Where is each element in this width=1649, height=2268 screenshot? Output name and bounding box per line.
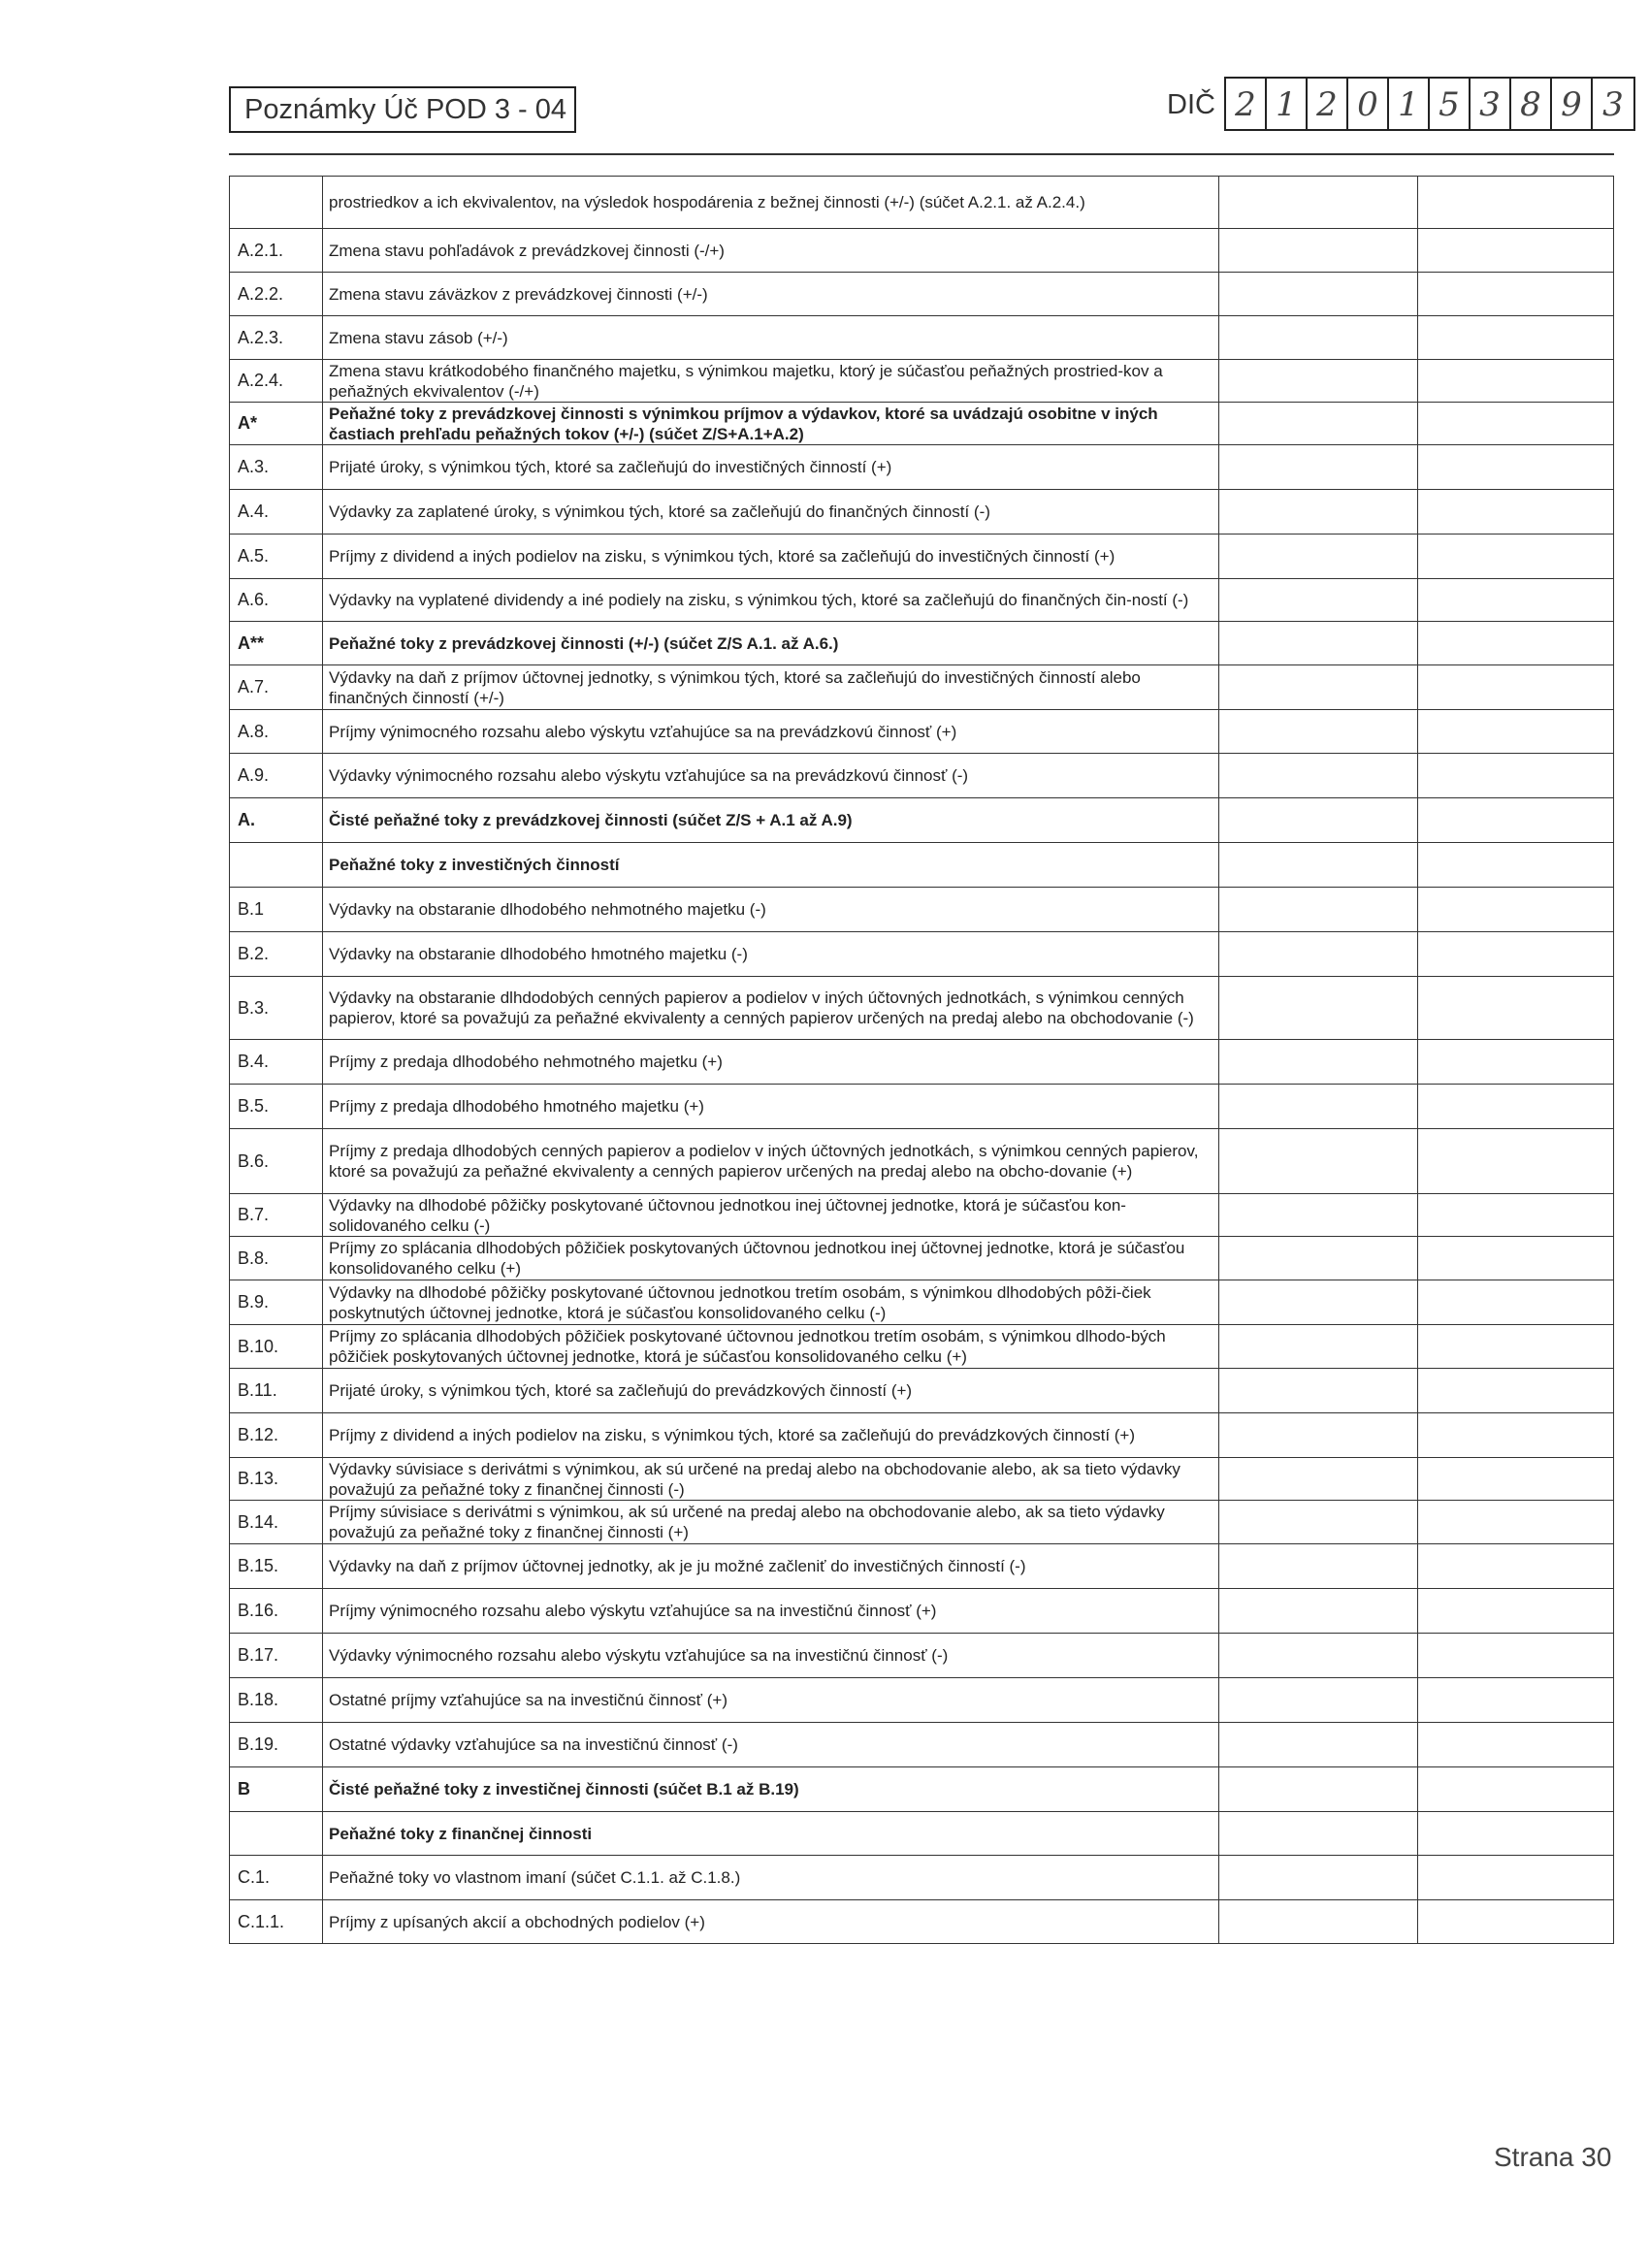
value-cell-current-period [1219,1129,1418,1194]
value-cell-current-period [1219,229,1418,273]
row-code: A.2.3. [230,316,323,360]
row-label: Príjmy zo splácania dlhodobých pôžičiek poskytované účtovnou jednotkou tretím osobám, s výnimkou dlhodo-bých pôžičiek poskytovaných účtovnej jednotke, ktorá je súčasťou konsolidovaného celku (+) [323,1325,1219,1369]
dic-digit-box: 3 [1471,79,1511,129]
value-cell-current-period [1219,977,1418,1040]
value-cell-previous-period [1418,754,1614,798]
value-cell-current-period [1219,490,1418,535]
row-label: Výdavky na vyplatené dividendy a iné podiely na zisku, s výnimkou tých, ktoré sa začleňujú do finančných čin-ností (-) [323,579,1219,622]
value-cell-previous-period [1418,229,1614,273]
table-row [230,710,1614,754]
value-cell-previous-period [1418,1040,1614,1085]
value-cell-previous-period [1418,1812,1614,1856]
table-row [230,932,1614,977]
row-label: Výdavky výnimocného rozsahu alebo výskytu vzťahujúce sa na prevádzkovú činnosť (-) [323,754,1219,798]
table-row [230,1085,1614,1129]
row-label: prostriedkov a ich ekvivalentov, na výsledok hospodárenia z bežnej činnosti (+/-) (súčet A.2.1. až A.2.4.) [323,177,1219,229]
value-cell-current-period [1219,754,1418,798]
value-cell-current-period [1219,1194,1418,1237]
row-code: C.1. [230,1856,323,1900]
value-cell-previous-period [1418,1900,1614,1944]
table-row [230,445,1614,490]
table-row [230,1040,1614,1085]
value-cell-current-period [1219,665,1418,710]
table-row [230,177,1614,229]
value-cell-previous-period [1418,1634,1614,1678]
table-row [230,1413,1614,1458]
row-label: Výdavky na dlhodobé pôžičky poskytované účtovnou jednotkou tretím osobám, s výnimkou dlhodobých pôži-čiek poskytnutých účtovnej jednotke, ktorá je súčasťou konsolidovaného celku (-) [323,1280,1219,1325]
value-cell-current-period [1219,622,1418,665]
value-cell-previous-period [1418,665,1614,710]
value-cell-previous-period [1418,1589,1614,1634]
value-cell-current-period [1219,1369,1418,1413]
row-label: Príjmy výnimocného rozsahu alebo výskytu vzťahujúce sa na investičnú činnosť (+) [323,1589,1219,1634]
row-code: B.6. [230,1129,323,1194]
table-row [230,1678,1614,1723]
dic-digit-box: 8 [1511,79,1552,129]
row-label: Výdavky za zaplatené úroky, s výnimkou tých, ktoré sa začleňujú do finančných činností (-) [323,490,1219,535]
dic-digit-boxes [1224,77,1635,131]
value-cell-current-period [1219,360,1418,403]
row-code [230,177,323,229]
row-code: A* [230,403,323,445]
row-label: Príjmy z upísaných akcií a obchodných podielov (+) [323,1900,1219,1944]
table-row [230,1194,1614,1237]
value-cell-current-period [1219,888,1418,932]
row-label: Zmena stavu zásob (+/-) [323,316,1219,360]
row-label: Príjmy zo splácania dlhodobých pôžičiek poskytovaných účtovnou jednotkou inej účtovnej jednotke, ktorá je súčasťou konsolidovaného celku (+) [323,1237,1219,1280]
value-cell-previous-period [1418,888,1614,932]
row-label: Príjmy z predaja dlhodobého hmotného majetku (+) [323,1085,1219,1129]
row-label: Výdavky výnimocného rozsahu alebo výskytu vzťahujúce sa na investičnú činnosť (-) [323,1634,1219,1678]
row-code: B.5. [230,1085,323,1129]
value-cell-previous-period [1418,1678,1614,1723]
value-cell-current-period [1219,1325,1418,1369]
row-code: A.2.2. [230,273,323,316]
row-label: Peňažné toky z finančnej činnosti [323,1812,1219,1856]
row-label: Zmena stavu záväzkov z prevádzkovej činnosti (+/-) [323,273,1219,316]
row-code: A** [230,622,323,665]
value-cell-previous-period [1418,273,1614,316]
row-label: Čisté peňažné toky z investičnej činnosti (súčet B.1 až B.19) [323,1767,1219,1812]
table-row [230,1634,1614,1678]
row-label: Zmena stavu pohľadávok z prevádzkovej činnosti (-/+) [323,229,1219,273]
value-cell-current-period [1219,843,1418,888]
value-cell-previous-period [1418,490,1614,535]
row-label: Prijaté úroky, s výnimkou tých, ktoré sa začleňujú do investičných činností (+) [323,445,1219,490]
row-code: A.3. [230,445,323,490]
value-cell-current-period [1219,1856,1418,1900]
dic-digit-box: 3 [1602,85,1624,124]
value-cell-previous-period [1418,977,1614,1040]
row-label: Ostatné príjmy vzťahujúce sa na investičnú činnosť (+) [323,1678,1219,1723]
table-row [230,1767,1614,1812]
row-label: Peňažné toky z prevádzkovej činnosti s výnimkou príjmov a výdavkov, ktoré sa uvádzajú osobitne v iných častiach prehľadu peňažných tokov (+/-) (súčet Z/S+A.1+A.2) [323,403,1219,445]
dic-label: DIČ [1167,89,1215,120]
row-code [230,843,323,888]
row-label: Prijaté úroky, s výnimkou tých, ktoré sa začleňujú do prevádzkových činností (+) [323,1369,1219,1413]
row-label: Výdavky na daň z príjmov účtovnej jednotky, ak je ju možné začleniť do investičných činností (-) [323,1544,1219,1589]
table-row [230,1369,1614,1413]
value-cell-previous-period [1418,1325,1614,1369]
value-cell-previous-period [1418,445,1614,490]
row-label: Výdavky na obstaranie dlhdodobých cenných papierov a podielov v iných účtovných jednotkách, s výnimkou cenných papierov, ktoré sa považujú za peňažné ekvivalenty a cenných papierov určených na predaj alebo na obchodovanie (-) [323,977,1219,1040]
value-cell-current-period [1219,932,1418,977]
value-cell-current-period [1219,1767,1418,1812]
row-code: B.13. [230,1458,323,1501]
table-row [230,490,1614,535]
page-number: Strana 30 [1494,2142,1612,2172]
value-cell-current-period [1219,1458,1418,1501]
value-cell-previous-period [1418,579,1614,622]
row-code: B.19. [230,1723,323,1767]
table-row [230,622,1614,665]
value-cell-previous-period [1418,1413,1614,1458]
value-cell-previous-period [1418,1194,1614,1237]
row-code: B.10. [230,1325,323,1369]
value-cell-previous-period [1418,1369,1614,1413]
value-cell-previous-period [1418,710,1614,754]
value-cell-previous-period [1418,360,1614,403]
row-code: A. [230,798,323,843]
value-cell-current-period [1219,403,1418,445]
row-code: B.1 [230,888,323,932]
value-cell-current-period [1219,535,1418,579]
table-row [230,1900,1614,1944]
value-cell-previous-period [1418,1085,1614,1129]
table-row [230,665,1614,710]
value-cell-previous-period [1418,177,1614,229]
table-row [230,977,1614,1040]
row-code: B.16. [230,1589,323,1634]
row-label: Príjmy z dividend a iných podielov na zisku, s výnimkou tých, ktoré sa začleňujú do investičných činností (+) [323,535,1219,579]
row-label: Čisté peňažné toky z prevádzkovej činnosti (súčet Z/S + A.1 až A.9) [323,798,1219,843]
value-cell-previous-period [1418,1237,1614,1280]
row-code: B.14. [230,1501,323,1544]
table-row [230,1325,1614,1369]
value-cell-current-period [1219,1900,1418,1944]
value-cell-previous-period [1418,798,1614,843]
table-row [230,273,1614,316]
value-cell-current-period [1219,1589,1418,1634]
table-row [230,843,1614,888]
document-title: Poznámky Úč POD 3 - 04 [229,86,576,133]
table-row [230,229,1614,273]
value-cell-previous-period [1418,1856,1614,1900]
row-code: A.2.1. [230,229,323,273]
dic-digit-box: 2 [1226,79,1267,129]
dic-digit-box: 1 [1267,79,1308,129]
row-label: Zmena stavu krátkodobého finančného majetku, s výnimkou majetku, ktorý je súčasťou peňažných prostried-kov a peňažných ekvivalentov (-/+) [323,360,1219,403]
row-code: B.7. [230,1194,323,1237]
table-row [230,1589,1614,1634]
table-row [230,579,1614,622]
row-code: B [230,1767,323,1812]
dic-digit-box: 2 [1308,79,1348,129]
table-row [230,1129,1614,1194]
value-cell-previous-period [1418,1767,1614,1812]
row-label: Výdavky na dlhodobé pôžičky poskytované účtovnou jednotkou inej účtovnej jednotke, ktorá je súčasťou kon-solidovaného celku (-) [323,1194,1219,1237]
row-label: Výdavky na daň z príjmov účtovnej jednotky, s výnimkou tých, ktoré sa začleňujú do investičných činností alebo finančných činností (+/-) [323,665,1219,710]
row-code: A.9. [230,754,323,798]
value-cell-current-period [1219,1678,1418,1723]
row-label: Peňažné toky vo vlastnom imaní (súčet C.1.1. až C.1.8.) [323,1856,1219,1900]
row-code: A.5. [230,535,323,579]
value-cell-current-period [1219,1085,1418,1129]
value-cell-previous-period [1418,535,1614,579]
cash-flow-table [229,176,1614,1944]
row-code: B.9. [230,1280,323,1325]
row-label: Ostatné výdavky vzťahujúce sa na investičnú činnosť (-) [323,1723,1219,1767]
table-row [230,1544,1614,1589]
dic-digit-box: 5 [1430,79,1471,129]
value-cell-previous-period [1418,1544,1614,1589]
row-code: A.7. [230,665,323,710]
row-label: Príjmy z dividend a iných podielov na zisku, s výnimkou tých, ktoré sa začleňujú do prevádzkových činností (+) [323,1413,1219,1458]
table-row [230,1723,1614,1767]
value-cell-current-period [1219,1634,1418,1678]
value-cell-current-period [1219,316,1418,360]
value-cell-current-period [1219,579,1418,622]
value-cell-previous-period [1418,1458,1614,1501]
row-code: A.2.4. [230,360,323,403]
row-code: B.3. [230,977,323,1040]
row-label: Výdavky na obstaranie dlhodobého nehmotného majetku (-) [323,888,1219,932]
row-code: B.17. [230,1634,323,1678]
value-cell-current-period [1219,798,1418,843]
row-code: C.1.1. [230,1900,323,1944]
value-cell-previous-period [1418,316,1614,360]
value-cell-previous-period [1418,932,1614,977]
dic-digit-box: 1 [1389,79,1430,129]
value-cell-previous-period [1418,1723,1614,1767]
row-label: Príjmy z predaja dlhodobého nehmotného majetku (+) [323,1040,1219,1085]
row-label: Výdavky na obstaranie dlhodobého hmotného majetku (-) [323,932,1219,977]
row-code: B.18. [230,1678,323,1723]
table-row [230,1458,1614,1501]
value-cell-current-period [1219,1040,1418,1085]
table-row [230,535,1614,579]
dic-digit-box: 0 [1348,79,1389,129]
row-code: A.8. [230,710,323,754]
value-cell-current-period [1219,1237,1418,1280]
row-label: Peňažné toky z prevádzkovej činnosti (+/-) (súčet Z/S A.1. až A.6.) [323,622,1219,665]
row-code [230,1812,323,1856]
row-code: B.15. [230,1544,323,1589]
row-label: Výdavky súvisiace s derivátmi s výnimkou, ak sú určené na predaj alebo na obchodovanie alebo, ak sa tieto výdavky považujú za peňažné toky z finančnej činnosti (-) [323,1458,1219,1501]
value-cell-current-period [1219,1501,1418,1544]
value-cell-previous-period [1418,1280,1614,1325]
row-code: B.12. [230,1413,323,1458]
value-cell-current-period [1219,445,1418,490]
row-label: Príjmy súvisiace s derivátmi s výnimkou, ak sú určené na predaj alebo na obchodovanie alebo, ak sa tieto výdavky považujú za peňažné toky z finančnej činnosti (+) [323,1501,1219,1544]
table-row [230,1812,1614,1856]
header-divider [229,153,1614,155]
row-label: Príjmy z predaja dlhodobých cenných papierov a podielov v iných účtovných jednotkách, s výnimkou cenných papierov, ktoré sa považujú za peňažné ekvivalenty a cenných papierov určených na predaj alebo na obcho-dovanie (+) [323,1129,1219,1194]
row-code: B.11. [230,1369,323,1413]
value-cell-current-period [1219,1544,1418,1589]
row-code: B.4. [230,1040,323,1085]
table-row [230,360,1614,403]
table-row [230,316,1614,360]
value-cell-previous-period [1418,1129,1614,1194]
value-cell-current-period [1219,177,1418,229]
value-cell-current-period [1219,1413,1418,1458]
table-row [230,1501,1614,1544]
value-cell-current-period [1219,710,1418,754]
table-row [230,403,1614,445]
value-cell-previous-period [1418,843,1614,888]
value-cell-current-period [1219,273,1418,316]
value-cell-previous-period [1418,622,1614,665]
value-cell-previous-period [1418,1501,1614,1544]
table-row [230,1856,1614,1900]
table-row [230,798,1614,843]
table-row [230,754,1614,798]
value-cell-current-period [1219,1723,1418,1767]
table-row [230,888,1614,932]
row-code: A.4. [230,490,323,535]
value-cell-previous-period [1418,403,1614,445]
row-code: B.8. [230,1237,323,1280]
row-label: Príjmy výnimocného rozsahu alebo výskytu vzťahujúce sa na prevádzkovú činnosť (+) [323,710,1219,754]
table-row [230,1237,1614,1280]
value-cell-current-period [1219,1812,1418,1856]
row-code: A.6. [230,579,323,622]
value-cell-current-period [1219,1280,1418,1325]
row-code: B.2. [230,932,323,977]
dic-digit-box: 9 [1552,79,1593,129]
table-row [230,1280,1614,1325]
row-label: Peňažné toky z investičných činností [323,843,1219,888]
